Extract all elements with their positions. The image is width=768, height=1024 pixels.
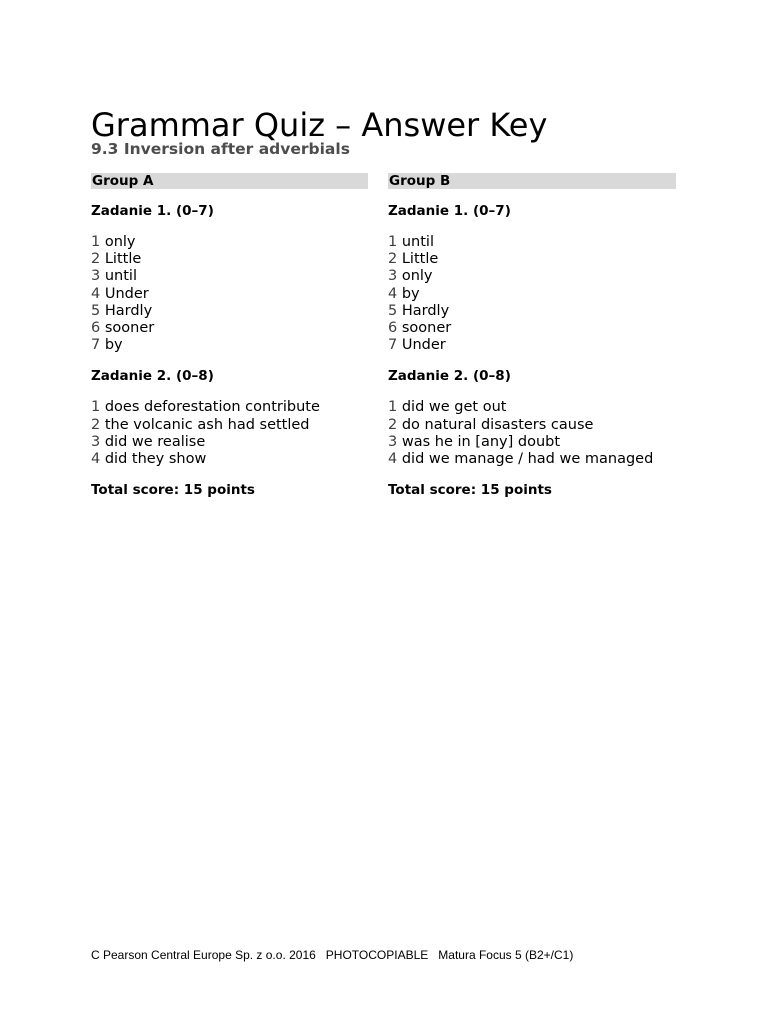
answer-text: by (401, 285, 420, 302)
answer-item (388, 451, 676, 468)
answer-item (91, 451, 368, 468)
page-title: Grammar Quiz – Answer Key (91, 106, 548, 145)
answer-item (91, 320, 368, 337)
answer-text: did we realise (104, 433, 206, 450)
answer-item (91, 268, 368, 285)
answer-number: 3 (388, 268, 398, 285)
answer-text: only (401, 268, 433, 285)
group-b-total-score: Total score: 15 points (388, 482, 552, 499)
answer-item (91, 417, 368, 434)
answer-text: the volcanic ash had settled (104, 416, 310, 433)
answer-number: 4 (91, 285, 101, 302)
group-a-column (91, 173, 368, 499)
answer-number: 4 (91, 451, 101, 468)
answer-item (388, 286, 676, 303)
page-footer: C Pearson Central Europe Sp. z o.o. 2016 PHOTOCOPIABLE Matura Focus 5 (B2+/C1) (91, 948, 574, 962)
answer-number: 5 (91, 302, 101, 319)
answer-item (388, 399, 676, 416)
group-b-column (388, 173, 676, 499)
answer-item (388, 234, 676, 251)
answer-item (388, 417, 676, 434)
answer-number: 1 (91, 399, 101, 416)
group-b-header: Group B (388, 173, 676, 189)
answer-number: 6 (388, 320, 398, 337)
answer-number: 1 (388, 234, 398, 250)
answer-number: 4 (388, 451, 398, 468)
answer-number: 1 (91, 234, 101, 250)
answer-text: by (104, 337, 123, 354)
group-b-task2-answers (388, 399, 676, 468)
group-a-total-score: Total score: 15 points (91, 482, 255, 499)
answer-text: do natural disasters cause (401, 416, 594, 433)
answer-item (91, 434, 368, 451)
answer-text: did we get out (401, 399, 507, 416)
answer-item (91, 399, 368, 416)
answer-number: 5 (388, 302, 398, 319)
answer-text: did we manage / had we managed (401, 451, 654, 468)
answer-number: 3 (91, 268, 101, 285)
answer-number: 7 (388, 337, 398, 354)
group-b-task2-title: Zadanie 2. (0–8) (388, 368, 511, 385)
answer-item (91, 286, 368, 303)
group-b-task1-answers (388, 234, 676, 354)
answer-item (388, 320, 676, 337)
answer-number: 2 (388, 416, 398, 433)
answer-number: 7 (91, 337, 101, 354)
group-a-task1-answers (91, 234, 368, 354)
answer-number: 6 (91, 320, 101, 337)
answer-item (91, 234, 368, 251)
answer-text: sooner (104, 320, 155, 337)
answer-text: until (104, 268, 137, 285)
answer-text: does deforestation contribute (104, 399, 320, 416)
answer-item (388, 251, 676, 268)
group-b-task1-title: Zadanie 1. (0–7) (388, 203, 511, 219)
answer-number: 1 (388, 399, 398, 416)
answer-number: 2 (91, 416, 101, 433)
answer-item (91, 337, 368, 354)
group-a-task1-title: Zadanie 1. (0–7) (91, 203, 214, 219)
answer-item (91, 251, 368, 268)
answer-item (91, 303, 368, 320)
answer-text: was he in [any] doubt (401, 433, 561, 450)
answer-text: Under (401, 337, 446, 354)
answer-item (388, 303, 676, 320)
answer-item (388, 337, 676, 354)
answer-text: did they show (104, 451, 207, 468)
group-a-task2-answers (91, 399, 368, 468)
answer-number: 2 (91, 251, 101, 268)
answer-item (388, 268, 676, 285)
answer-text: Hardly (104, 302, 153, 319)
answer-text: Hardly (401, 302, 450, 319)
group-a-header: Group A (91, 173, 368, 189)
answer-text: Little (104, 251, 142, 268)
answer-text: sooner (401, 320, 452, 337)
answer-number: 3 (91, 433, 101, 450)
answer-number: 4 (388, 285, 398, 302)
answer-text: Little (401, 251, 439, 268)
section-subtitle: 9.3 Inversion after adverbials (91, 140, 350, 158)
answer-text: only (104, 234, 136, 250)
answer-text: until (401, 234, 434, 250)
answer-item (388, 434, 676, 451)
answer-number: 2 (388, 251, 398, 268)
answer-text: Under (104, 285, 149, 302)
answer-number: 3 (388, 433, 398, 450)
group-a-task2-title: Zadanie 2. (0–8) (91, 368, 214, 385)
